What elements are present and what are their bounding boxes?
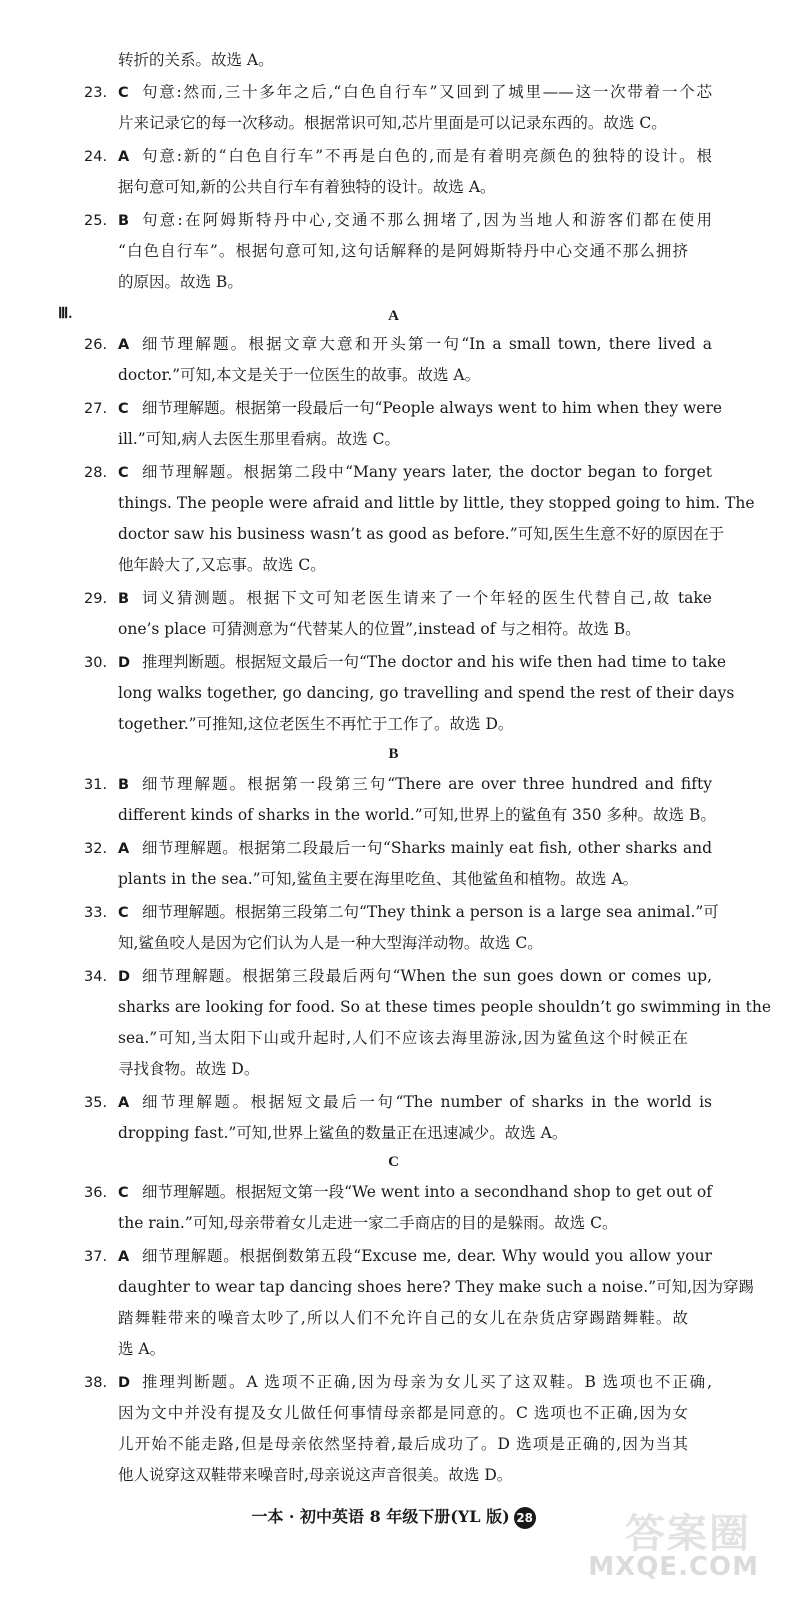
item-number: 28.	[84, 465, 108, 481]
item-number: 32.	[84, 841, 108, 857]
watermark-url: MXQE.COM	[588, 1552, 759, 1582]
item-text: 细节理解题。根据短文最后一句“The number of sharks in the world is	[142, 1093, 712, 1111]
answer-item-28	[84, 462, 787, 483]
answer-item-29	[84, 588, 787, 609]
item-text: 据句意可知,新的公共自行车有着独特的设计。故选 A。	[118, 178, 496, 196]
watermark-logo: 答案圈	[625, 1511, 751, 1557]
answer-item-38	[84, 1372, 787, 1393]
item-number: 31.	[84, 777, 108, 793]
item-answer: B	[118, 777, 130, 793]
item-text: 细节理解题。根据第一段最后一句“People always went to him when they were	[142, 399, 723, 417]
item-text: 因为文中并没有提及女儿做任何事情母亲都是同意的。C 选项也不正确,因为女	[118, 1404, 688, 1422]
item-number: 23.	[84, 85, 108, 101]
footer-title: 一本 · 初中英语 8 年级下册(YL 版)	[251, 1507, 510, 1526]
item-text: 细节理解题。根据短文第一段“We went into a secondhand shop to get out of	[142, 1183, 712, 1201]
section-letter-c: C	[388, 1154, 399, 1170]
item-answer: C	[118, 465, 129, 481]
item-number: 35.	[84, 1095, 108, 1111]
item-answer: A	[118, 337, 130, 353]
item-number: 37.	[84, 1249, 108, 1265]
item-text: dropping fast.”可知,世界上鲨鱼的数量正在迅速减少。故选 A。	[118, 1124, 568, 1142]
page-number: 28	[514, 1507, 536, 1529]
answer-item-30	[84, 652, 787, 673]
item-number: 36.	[84, 1185, 108, 1201]
item-answer: A	[118, 841, 130, 857]
item-text: daughter to wear tap dancing shoes here? They make such a noise.”可知,因为穿踢	[118, 1278, 755, 1296]
answer-item-34	[84, 966, 787, 987]
item-answer: C	[118, 905, 129, 921]
item-text: 知,鲨鱼咬人是因为它们认为人是一种大型海洋动物。故选 C。	[118, 934, 543, 952]
item-answer: C	[118, 85, 129, 101]
item-text: different kinds of sharks in the world.”可知,世界上的鲨鱼有 350 多种。故选 B。	[118, 806, 716, 824]
continued-line: 转折的关系。故选 A。	[118, 51, 274, 69]
answer-item-23	[84, 82, 787, 103]
answer-item-37	[84, 1246, 787, 1267]
item-text: 细节理解题。根据第一段第三句“There are over three hundred and fifty	[142, 775, 712, 793]
item-text: 推理判断题。根据短文最后一句“The doctor and his wife then had time to take	[142, 653, 727, 671]
item-text: 推理判断题。A 选项不正确,因为母亲为女儿买了这双鞋。B 选项也不正确,	[142, 1373, 712, 1391]
item-answer: C	[118, 401, 129, 417]
item-text: long walks together, go dancing, go travelling and spend the rest of their days	[118, 684, 735, 702]
item-answer: D	[118, 655, 131, 671]
item-number: 26.	[84, 337, 108, 353]
item-answer: B	[118, 213, 130, 229]
item-number: 24.	[84, 149, 108, 165]
item-text: 他年龄大了,又忘事。故选 C。	[118, 556, 326, 574]
answer-item-27	[84, 398, 787, 419]
item-text: 选 A。	[118, 1340, 166, 1358]
item-text: ill.”可知,病人去医生那里看病。故选 C。	[118, 430, 400, 448]
item-text: 词义猜测题。根据下文可知老医生请来了一个年轻的医生代替自己,故 take	[142, 589, 712, 607]
item-text: together.”可推知,这位老医生不再忙于工作了。故选 D。	[118, 715, 514, 733]
item-text: 句意:在阿姆斯特丹中心,交通不那么拥堵了,因为当地人和游客们都在使用	[142, 211, 712, 229]
item-text: sharks are looking for food. So at these times people shouldn’t go swimming in the	[118, 998, 772, 1016]
item-text: things. The people were afraid and little by little, they stopped going to him. The	[118, 494, 755, 512]
item-text: 他人说穿这双鞋带来噪音时,母亲说这声音很美。故选 D。	[118, 1466, 513, 1484]
item-text: 寻找食物。故选 D。	[118, 1060, 260, 1078]
answer-item-35	[84, 1092, 787, 1113]
item-text: 细节理解题。根据第二段中“Many years later, the doctor began to forget	[142, 463, 712, 481]
answer-item-24	[84, 146, 787, 167]
item-answer: C	[118, 1185, 129, 1201]
item-answer: A	[118, 1249, 130, 1265]
item-number: 29.	[84, 591, 108, 607]
answer-item-36	[84, 1182, 787, 1203]
section-number: Ⅲ.	[58, 306, 73, 322]
item-text: 细节理解题。根据第二段最后一句“Sharks mainly eat fish, other sharks and	[142, 839, 712, 857]
item-text: 的原因。故选 B。	[118, 273, 243, 291]
item-answer: D	[118, 1375, 131, 1391]
item-answer: B	[118, 591, 130, 607]
answer-item-32	[84, 838, 787, 859]
item-text: 片来记录它的每一次移动。根据常识可知,芯片里面是可以记录东西的。故选 C。	[118, 114, 667, 132]
item-text: one’s place 可猜测意为“代替某人的位置”,instead of 与之相符。故选 B。	[118, 620, 641, 638]
item-text: 细节理解题。根据倒数第五段“Excuse me, dear. Why would you allow your	[142, 1247, 712, 1265]
item-text: plants in the sea.”可知,鲨鱼主要在海里吃鱼、其他鲨鱼和植物。故选 A。	[118, 870, 639, 888]
item-text: doctor.”可知,本文是关于一位医生的故事。故选 A。	[118, 366, 481, 384]
item-answer: A	[118, 149, 130, 165]
item-text: 儿开始不能走路,但是母亲依然坚持着,最后成功了。D 选项是正确的,因为当其	[118, 1435, 688, 1453]
item-answer: D	[118, 969, 131, 985]
item-text: 细节理解题。根据文章大意和开头第一句“In a small town, there lived a	[142, 335, 712, 353]
item-number: 38.	[84, 1375, 108, 1391]
item-number: 25.	[84, 213, 108, 229]
section-letter-b: B	[388, 746, 399, 762]
item-text: doctor saw his business wasn’t as good as before.”可知,医生生意不好的原因在于	[118, 525, 725, 543]
item-answer: A	[118, 1095, 130, 1111]
item-number: 34.	[84, 969, 108, 985]
item-number: 30.	[84, 655, 108, 671]
answer-item-25	[84, 210, 787, 231]
item-text: sea.”可知,当太阳下山或升起时,人们不应该去海里游泳,因为鲨鱼这个时候正在	[118, 1029, 688, 1047]
item-text: 句意:新的“白色自行车”不再是白色的,而是有着明亮颜色的独特的设计。根	[142, 147, 712, 165]
answer-item-33	[84, 902, 787, 923]
item-text: the rain.”可知,母亲带着女儿走进一家二手商店的目的是躲雨。故选 C。	[118, 1214, 618, 1232]
answer-item-31	[84, 774, 787, 795]
item-number: 27.	[84, 401, 108, 417]
section-letter-a: A	[388, 308, 399, 324]
item-number: 33.	[84, 905, 108, 921]
item-text: 细节理解题。根据第三段最后两句“When the sun goes down or comes up,	[142, 967, 712, 985]
item-text: 细节理解题。根据第三段第二句“They think a person is a large sea animal.”可	[142, 903, 719, 921]
item-text: 踏舞鞋带来的噪音太吵了,所以人们不允许自己的女儿在杂货店穿踢踏舞鞋。故	[118, 1309, 688, 1327]
answer-item-26	[84, 334, 787, 355]
item-text: “白色自行车”。根据句意可知,这句话解释的是阿姆斯特丹中心交通不那么拥挤	[118, 242, 688, 260]
item-text: 句意:然而,三十多年之后,“白色自行车”又回到了城里——这一次带着一个芯	[142, 83, 712, 101]
